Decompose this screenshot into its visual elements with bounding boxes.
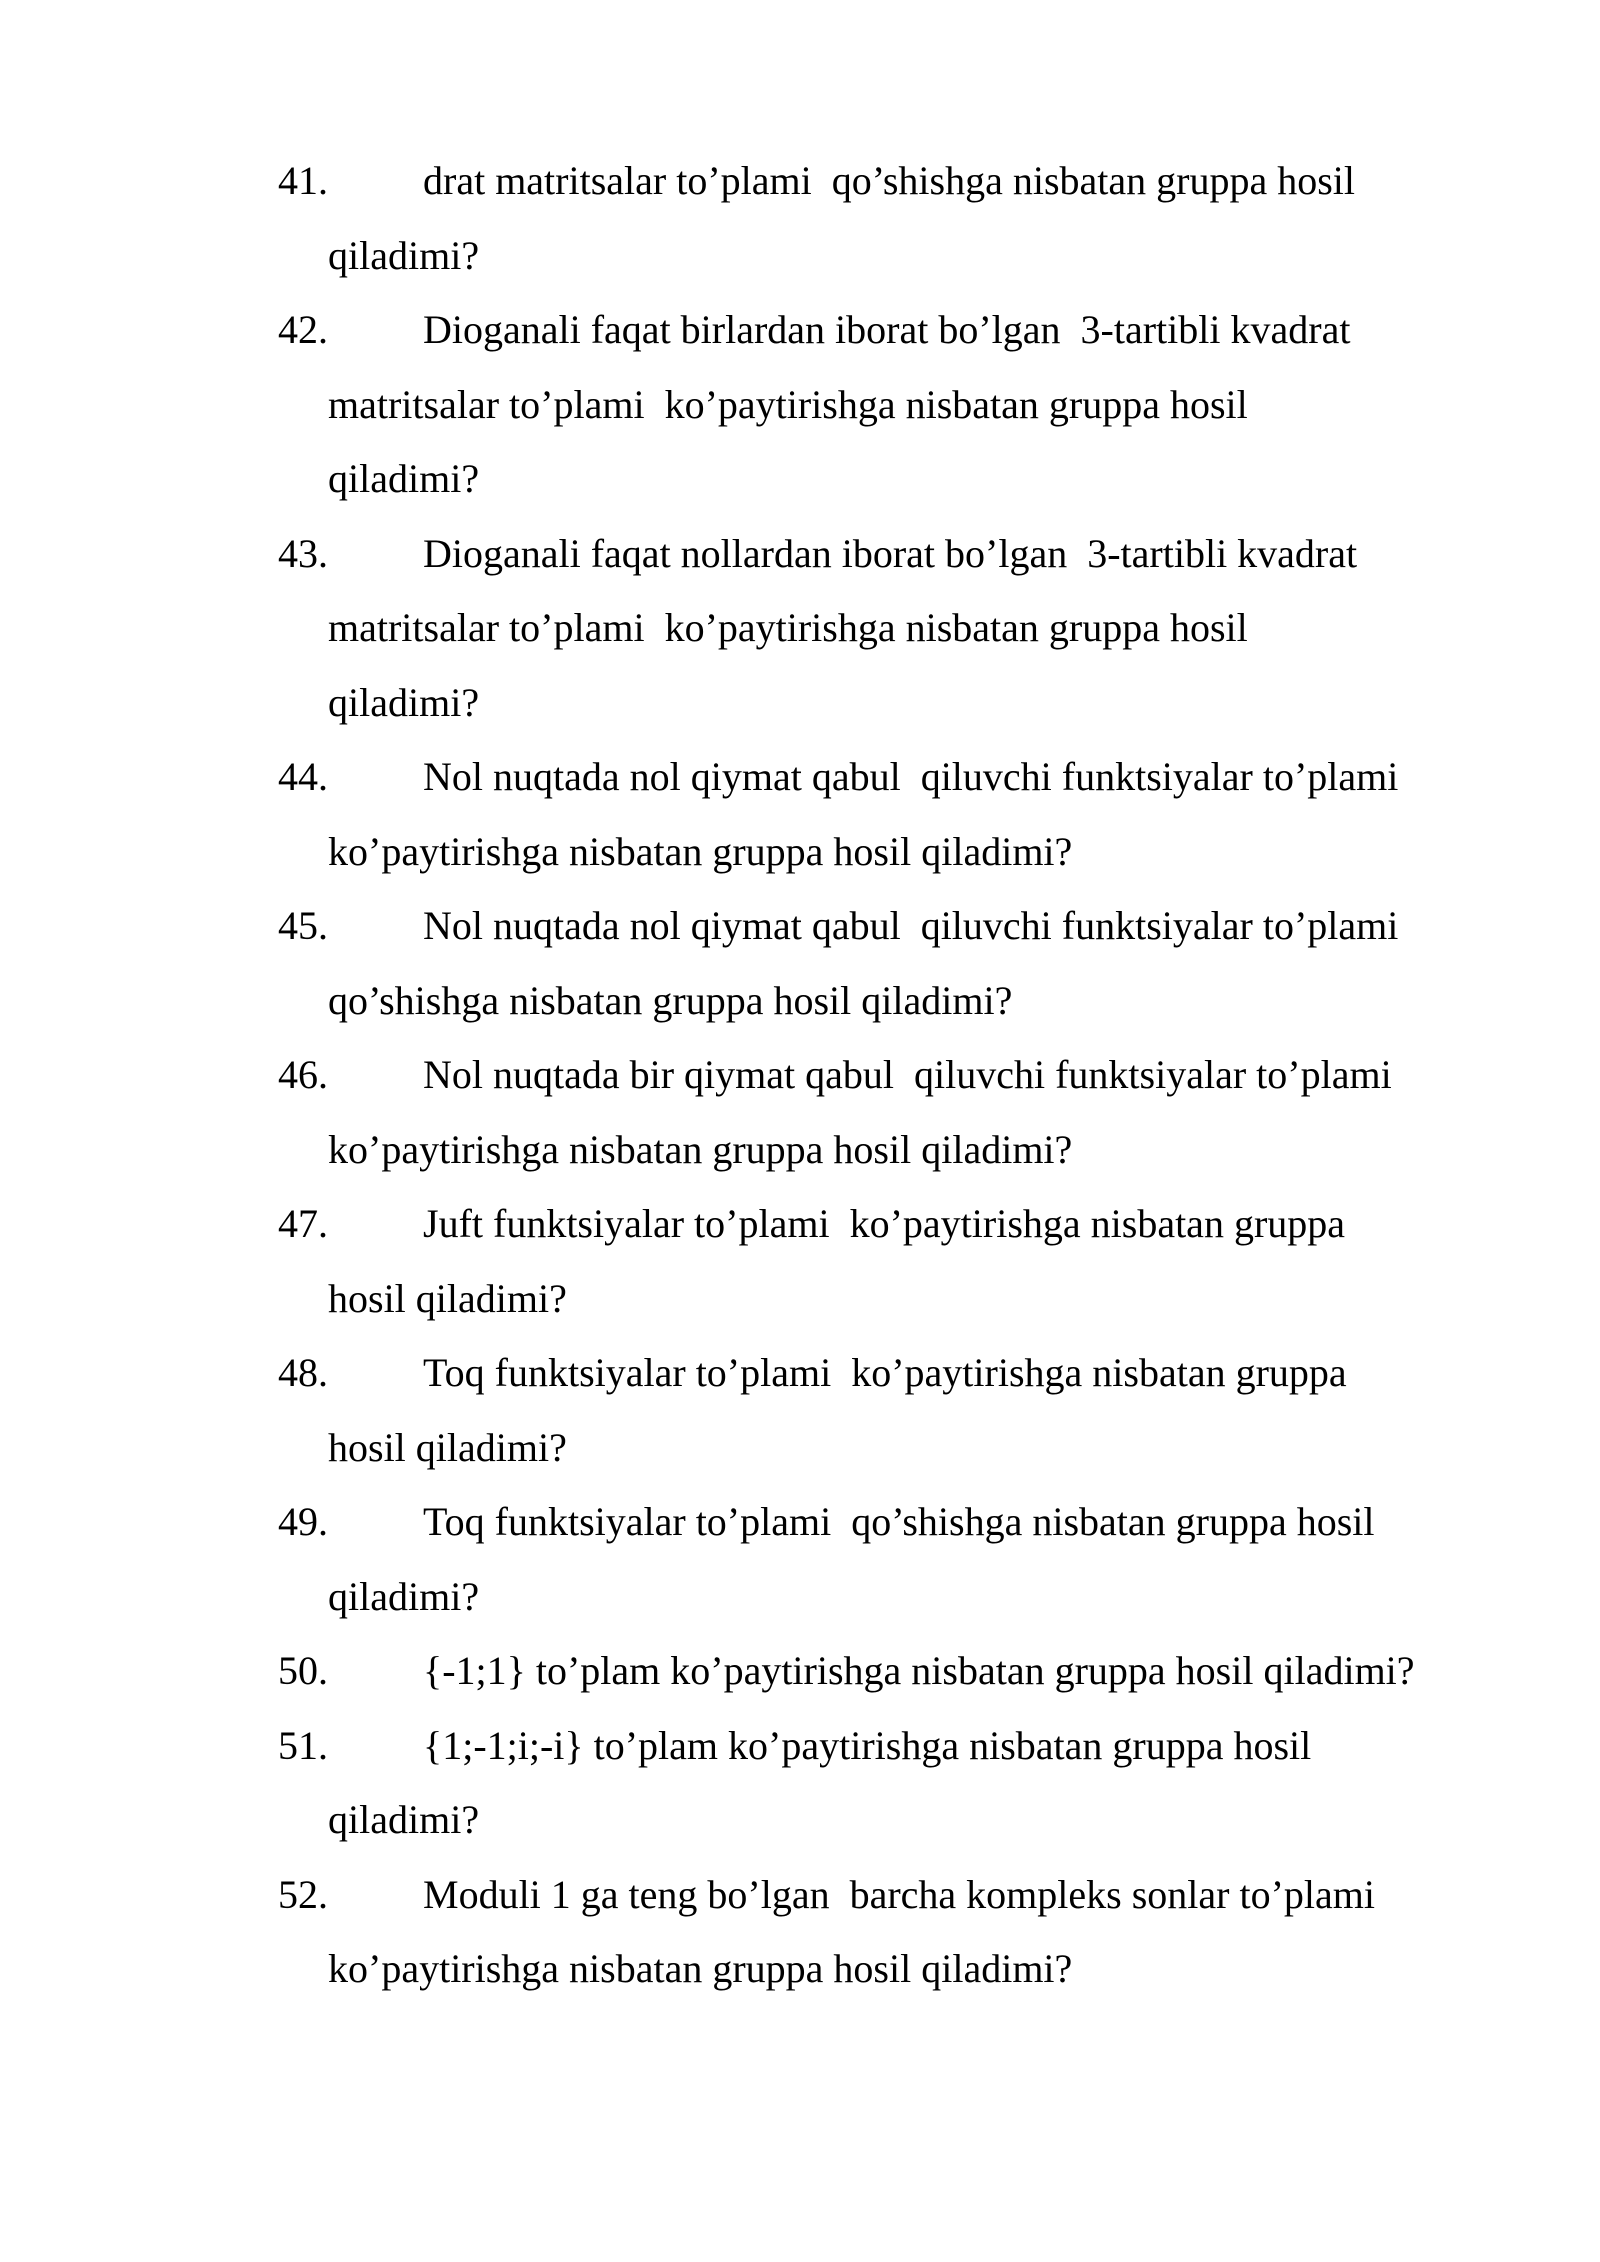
question-text-line: Moduli 1 ga teng bo’lgan barcha kompleks sonlar to’plami (423, 1871, 1376, 1917)
question-item (278, 1858, 1508, 2007)
question-number: 48. (278, 1350, 328, 1395)
question-text-line: qiladimi? (328, 679, 480, 725)
question-text-line: Dioganali faqat nollardan iborat bo’lgan 3-tartibli kvadrat (423, 530, 1358, 576)
question-text-line: Dioganali faqat birlardan iborat bo’lgan 3-tartibli kvadrat (423, 307, 1351, 352)
question-text (328, 1187, 1508, 1336)
question-item (278, 1038, 1508, 1187)
question-item (278, 740, 1508, 889)
question-text-line: drat matritsalar to’plami qo’shishga nisbatan gruppa hosil (423, 158, 1356, 203)
question-text-line: ko’paytirishga nisbatan gruppa hosil qiladimi? (328, 1126, 1073, 1172)
question-item (278, 517, 1508, 741)
question-text (328, 517, 1508, 741)
question-text (328, 1485, 1508, 1634)
question-text-line: Nol nuqtada nol qiymat qabul qiluvchi funktsiyalar to’plami (423, 903, 1399, 948)
question-number: 50. (278, 1648, 328, 1693)
question-number: 44. (278, 754, 328, 799)
question-text-line: Nol nuqtada nol qiymat qabul qiluvchi funktsiyalar to’plami (423, 754, 1399, 799)
question-item (278, 293, 1508, 517)
question-number: 47. (278, 1201, 328, 1246)
question-item (278, 1336, 1508, 1485)
question-text (328, 1336, 1508, 1485)
question-number: 52. (278, 1871, 328, 1917)
question-text-line: {-1;1} to’plam ko’paytirishga nisbatan gruppa hosil qiladimi? (423, 1648, 1415, 1693)
question-text-line: Juft funktsiyalar to’plami ko’paytirishga nisbatan gruppa (423, 1201, 1346, 1246)
question-text (328, 1858, 1508, 2007)
question-number: 49. (278, 1499, 328, 1544)
question-text (328, 293, 1508, 517)
question-number: 46. (278, 1052, 328, 1097)
question-item (278, 144, 1508, 293)
question-item (278, 1485, 1508, 1634)
question-text (328, 1709, 1508, 1858)
question-number: 41. (278, 158, 328, 203)
question-text-line: qo’shishga nisbatan gruppa hosil qiladimi? (328, 977, 1013, 1023)
question-text-line: matritsalar to’plami ko’paytirishga nisbatan gruppa hosil (328, 605, 1248, 650)
question-text-line: qiladimi? (328, 1573, 480, 1619)
question-text-line: matritsalar to’plami ko’paytirishga nisbatan gruppa hosil (328, 381, 1248, 427)
question-text-line: hosil qiladimi? (328, 1275, 567, 1321)
question-number: 45. (278, 903, 328, 948)
question-number: 43. (278, 530, 328, 576)
question-text (328, 1038, 1508, 1187)
question-text-line: {1;-1;i;-i} to’plam ko’paytirishga nisbatan gruppa hosil (423, 1722, 1312, 1768)
question-item (278, 1187, 1508, 1336)
question-item (278, 889, 1508, 1038)
question-text-line: hosil qiladimi? (328, 1424, 567, 1470)
question-text (328, 144, 1508, 293)
question-text-line: ko’paytirishga nisbatan gruppa hosil qiladimi? (328, 1946, 1073, 1991)
question-item (278, 1634, 1508, 1709)
question-text-line: qiladimi? (328, 1797, 480, 1842)
question-number: 51. (278, 1722, 328, 1768)
question-text (328, 1634, 1508, 1709)
question-list (278, 144, 1508, 2007)
question-text-line: Nol nuqtada bir qiymat qabul qiluvchi funktsiyalar to’plami (423, 1052, 1392, 1097)
question-item (278, 1709, 1508, 1858)
question-text-line: qiladimi? (328, 232, 480, 278)
question-number: 42. (278, 307, 328, 352)
question-text-line: Toq funktsiyalar to’plami ko’paytirishga nisbatan gruppa (423, 1350, 1347, 1395)
question-text (328, 889, 1508, 1038)
question-text-line: qiladimi? (328, 456, 480, 501)
question-text-line: ko’paytirishga nisbatan gruppa hosil qiladimi? (328, 828, 1073, 874)
question-text-line: Toq funktsiyalar to’plami qo’shishga nisbatan gruppa hosil (423, 1499, 1375, 1544)
question-text (328, 740, 1508, 889)
